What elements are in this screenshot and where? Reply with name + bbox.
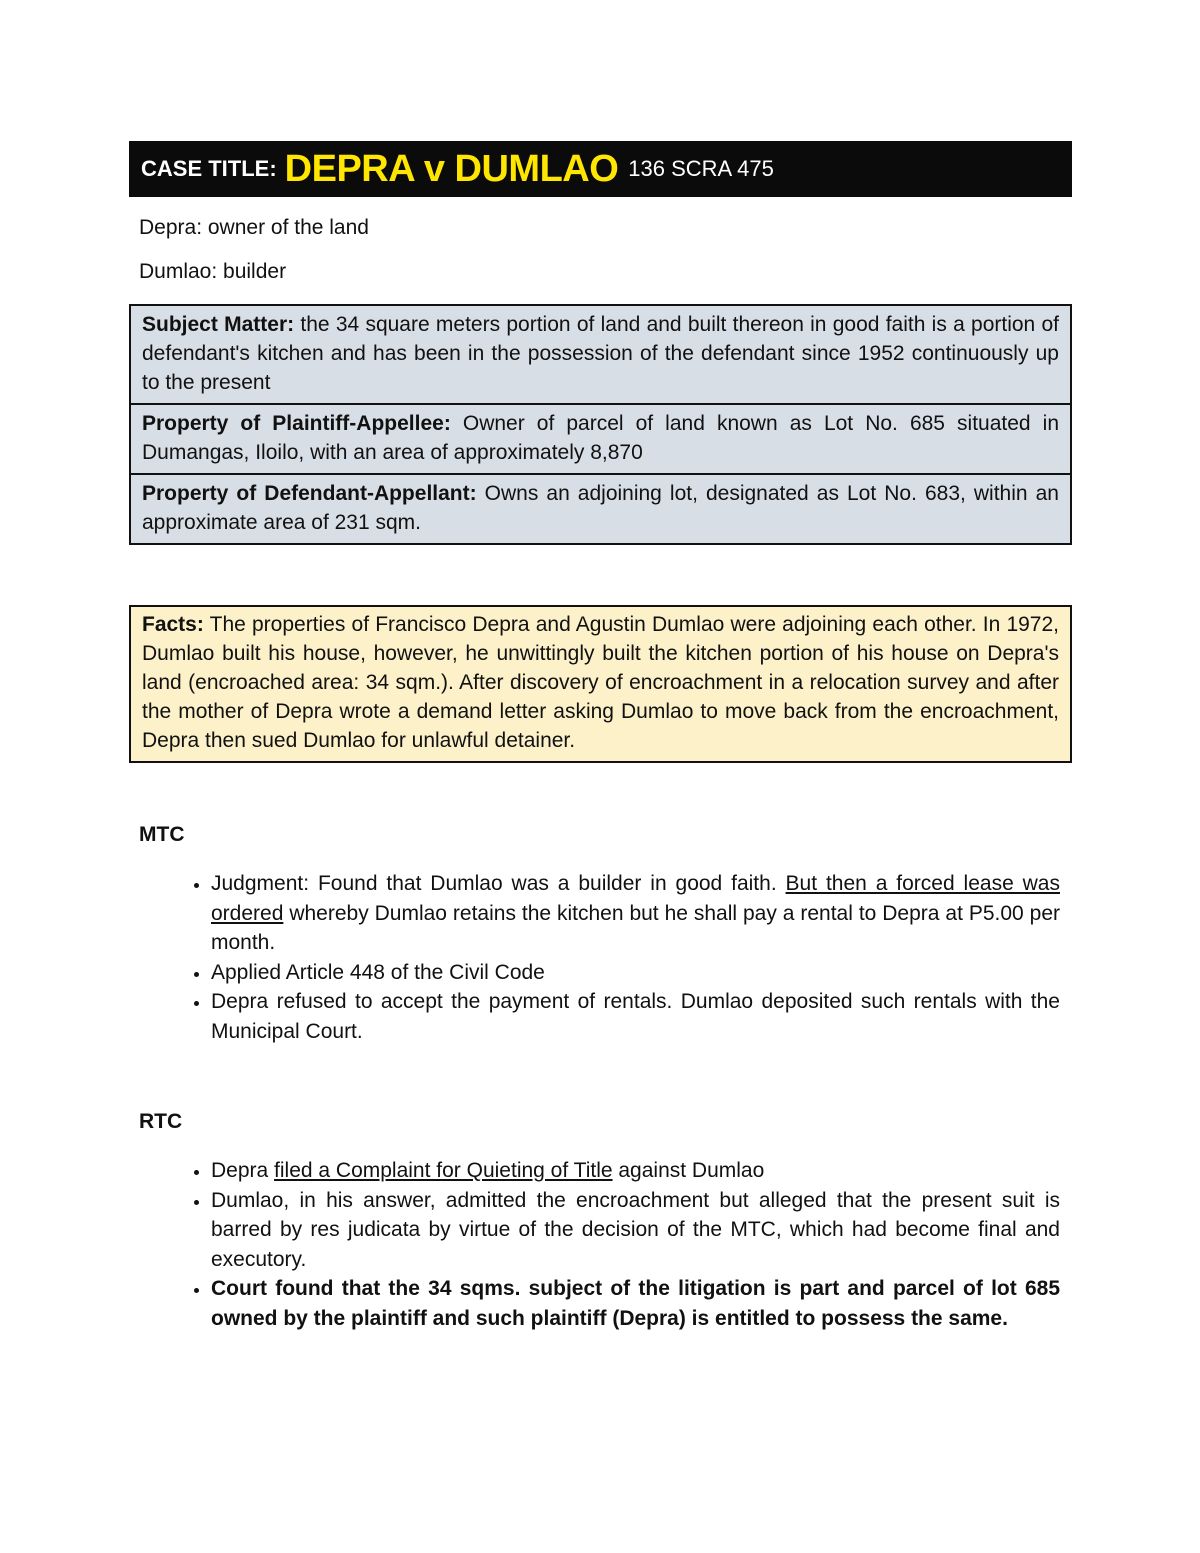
rtc-item1-text-end: against Dumlao xyxy=(612,1159,765,1182)
plaintiff-property-text: Owner of parcel of land known as Lot No. 685 situated in Dumangas, Iloilo, with an area of approximately 8,870 xyxy=(142,412,1059,464)
rtc-item1-underlined: filed a Complaint for Quieting of Title xyxy=(274,1159,613,1182)
mtc-item1-text-end: whereby Dumlao retains the kitchen but he shall pay a rental to Depra at P5.00 per month. xyxy=(211,901,1060,954)
plaintiff-property-label: Property of Plaintiff-Appellee: xyxy=(142,412,451,435)
facts-text: The properties of Francisco Depra and Agustin Dumlao were adjoining each other. In 1972, Dumlao built his house, however, he unwittingly built the kitchen portion of his house on Depra's land (encroached area: 34 sqm.). After discovery of encroachment in a relocation survey and after the mother of Depra wrote a demand letter asking Dumlao to move back from the encroachment, Depra then sued Dumlao for unlawful detainer. xyxy=(142,613,1059,752)
mtc-list xyxy=(129,869,1072,1046)
list-item xyxy=(211,987,1060,1046)
case-info-table xyxy=(129,304,1072,545)
defendant-property-row xyxy=(131,473,1070,543)
subject-matter-label: Subject Matter: xyxy=(142,313,295,336)
defendant-property-text: Owns an adjoining lot, designated as Lot No. 683, within an approximate area of 231 sqm. xyxy=(142,482,1059,534)
plaintiff-property-row xyxy=(131,403,1070,473)
mtc-item3-text: Depra refused to accept the payment of rentals. Dumlao deposited such rentals with the Municipal Court. xyxy=(211,990,1060,1043)
case-citation: 136 SCRA 475 xyxy=(628,156,774,181)
subject-matter-text: the 34 square meters portion of land and built thereon in good faith is a portion of defendant's kitchen and has been in the possession of the defendant since 1952 continuously up to the present xyxy=(142,313,1060,394)
rtc-list xyxy=(129,1156,1072,1333)
case-name: DEPRA v DUMLAO xyxy=(284,147,619,190)
rtc-heading: RTC xyxy=(139,1110,183,1133)
list-item xyxy=(211,1274,1060,1333)
list-item xyxy=(211,869,1060,958)
document-page xyxy=(129,141,1072,1333)
rtc-item3-text: Court found that the 34 sqms. subject of the litigation is part and parcel of lot 685 owned by the plaintiff and such plaintiff (Depra) is entitled to possess the same. xyxy=(211,1277,1060,1330)
party-builder: Dumlao: builder xyxy=(139,260,287,283)
case-title-label: CASE TITLE: xyxy=(141,156,277,181)
mtc-item1-text: Judgment: Found that Dumlao was a builder in good faith. xyxy=(211,872,786,895)
mtc-item2-text: Applied Article 448 of the Civil Code xyxy=(211,960,545,984)
rtc-item2-text: Dumlao, in his answer, admitted the encroachment but alleged that the present suit is barred by res judicata by virtue of the decision of the MTC, which had become final and executory. xyxy=(211,1188,1060,1271)
defendant-property-label: Property of Defendant-Appellant: xyxy=(142,482,477,505)
mtc-item1-underlined: But then a forced lease was ordered xyxy=(211,872,1060,925)
mtc-heading: MTC xyxy=(139,823,185,846)
facts-box xyxy=(129,605,1072,763)
list-item xyxy=(211,1156,1060,1186)
rtc-item1-text: Depra xyxy=(211,1159,275,1182)
facts-label: Facts: xyxy=(142,613,204,636)
case-title-bar xyxy=(129,141,1072,197)
list-item xyxy=(211,958,1060,988)
party-owner: Depra: owner of the land xyxy=(139,216,369,239)
list-item xyxy=(211,1186,1060,1275)
subject-matter-row xyxy=(131,306,1070,403)
